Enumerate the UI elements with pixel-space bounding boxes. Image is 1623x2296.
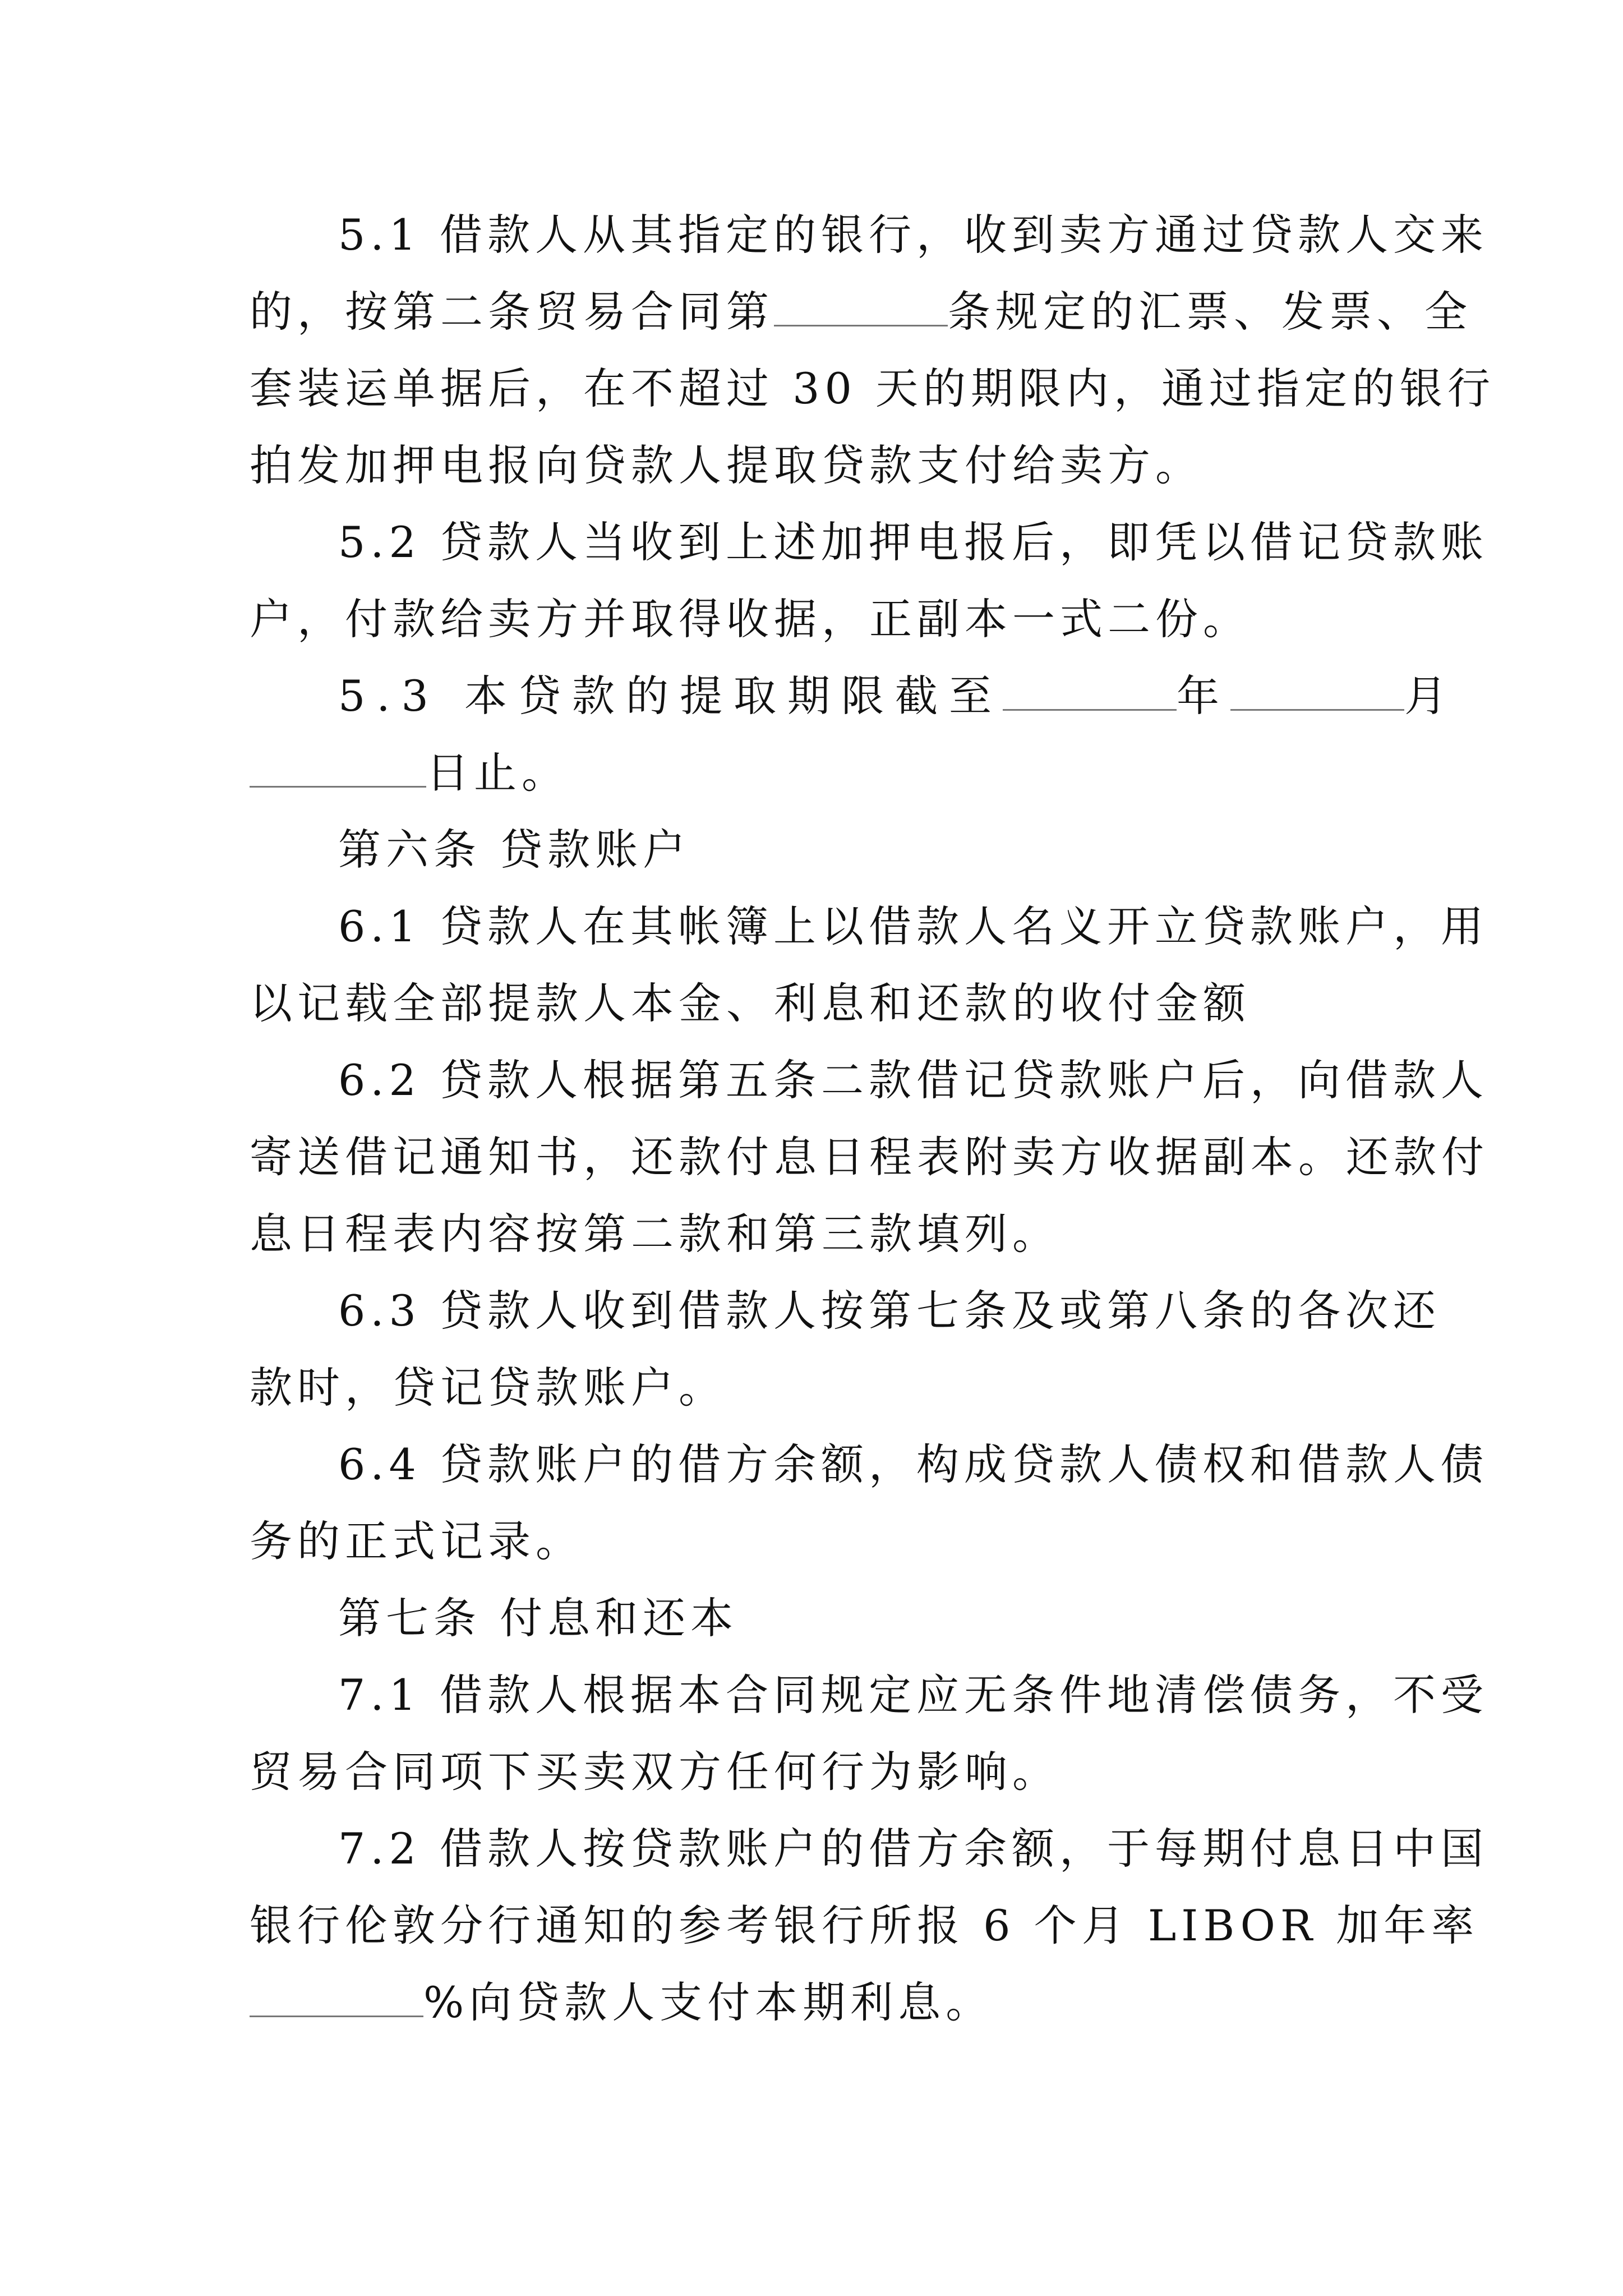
clause-5-3-line-1 xyxy=(250,657,1459,734)
clause-7-2-line-2: 银行伦敦分行通知的参考银行所报 6 个月 LIBOR 加年率 xyxy=(250,1901,1479,1950)
rate-blank[interactable] xyxy=(250,1982,423,2017)
clause-6-1-line-2: 以记载全部提款人本金、利息和还款的收付金额 xyxy=(250,978,1251,1028)
text-segment: 日止。 xyxy=(426,748,569,798)
clause-7-2-line-3 xyxy=(250,1964,1388,2041)
year-blank[interactable] xyxy=(1003,675,1177,711)
clause-6-3-line-2: 款时，贷记贷款账户。 xyxy=(250,1363,726,1412)
clause-6-4-line-1: 6.4 贷款账户的借方余额，构成贷款人债权和借款人债 xyxy=(338,1439,1489,1489)
clause-5-1-line-2 xyxy=(250,273,1472,350)
clause-6-3-line-1: 6.3 贷款人收到借款人按第七条及或第八条的各次还 xyxy=(338,1286,1441,1336)
text-segment: 的，按第二条贸易合同第 xyxy=(250,287,774,337)
text-segment: %向贷款人支付本期利息。 xyxy=(423,1977,994,2027)
day-blank[interactable] xyxy=(250,752,426,788)
text-segment: 年 xyxy=(1177,671,1231,721)
clause-5-3-line-2 xyxy=(250,734,1388,811)
article-7-heading: 第七条 付息和还本 xyxy=(338,1593,739,1643)
clause-5-2-line-1: 5.2 贷款人当收到上述加押电报后，即凭以借记贷款账 xyxy=(338,517,1489,567)
clause-6-2-line-2: 寄送借记通知书，还款付息日程表附卖方收据副本。还款付 xyxy=(250,1132,1489,1182)
clause-5-1-line-1: 5.1 借款人从其指定的银行，收到卖方通过贷款人交来 xyxy=(338,210,1489,260)
text-segment: 月 xyxy=(1404,671,1459,721)
clause-7-1-line-2: 贸易合同项下买卖双方任何行为影响。 xyxy=(250,1747,1060,1797)
fill-in-blank[interactable] xyxy=(774,291,948,326)
clause-6-2-line-3: 息日程表内容按第二款和第三款填列。 xyxy=(250,1209,1060,1259)
article-6-heading: 第六条 贷款账户 xyxy=(338,825,691,875)
text-segment: 5.3 本贷款的提取期限截至 xyxy=(338,671,1003,721)
clause-6-1-line-1: 6.1 贷款人在其帐簿上以借款人名义开立贷款账户，用 xyxy=(338,901,1489,951)
clause-6-4-line-2: 务的正式记录。 xyxy=(250,1516,583,1566)
clause-5-2-line-2: 户，付款给卖方并取得收据，正副本一式二份。 xyxy=(250,594,1251,644)
clause-7-1-line-1: 7.1 借款人根据本合同规定应无条件地清偿债务，不受 xyxy=(338,1670,1489,1720)
clause-6-2-line-1: 6.2 贷款人根据第五条二款借记贷款账户后，向借款人 xyxy=(338,1055,1489,1105)
clause-5-1-line-3: 套装运单据后，在不超过 30 天的期限内，通过指定的银行 xyxy=(250,364,1496,413)
clause-7-2-line-1: 7.2 借款人按贷款账户的借方余额，于每期付息日中国 xyxy=(338,1824,1489,1874)
month-blank[interactable] xyxy=(1230,675,1404,711)
document-page xyxy=(250,196,1496,2041)
clause-5-1-line-4: 拍发加押电报向贷款人提取贷款支付给卖方。 xyxy=(250,440,1203,490)
text-segment: 条规定的汇票、发票、全 xyxy=(948,287,1472,337)
